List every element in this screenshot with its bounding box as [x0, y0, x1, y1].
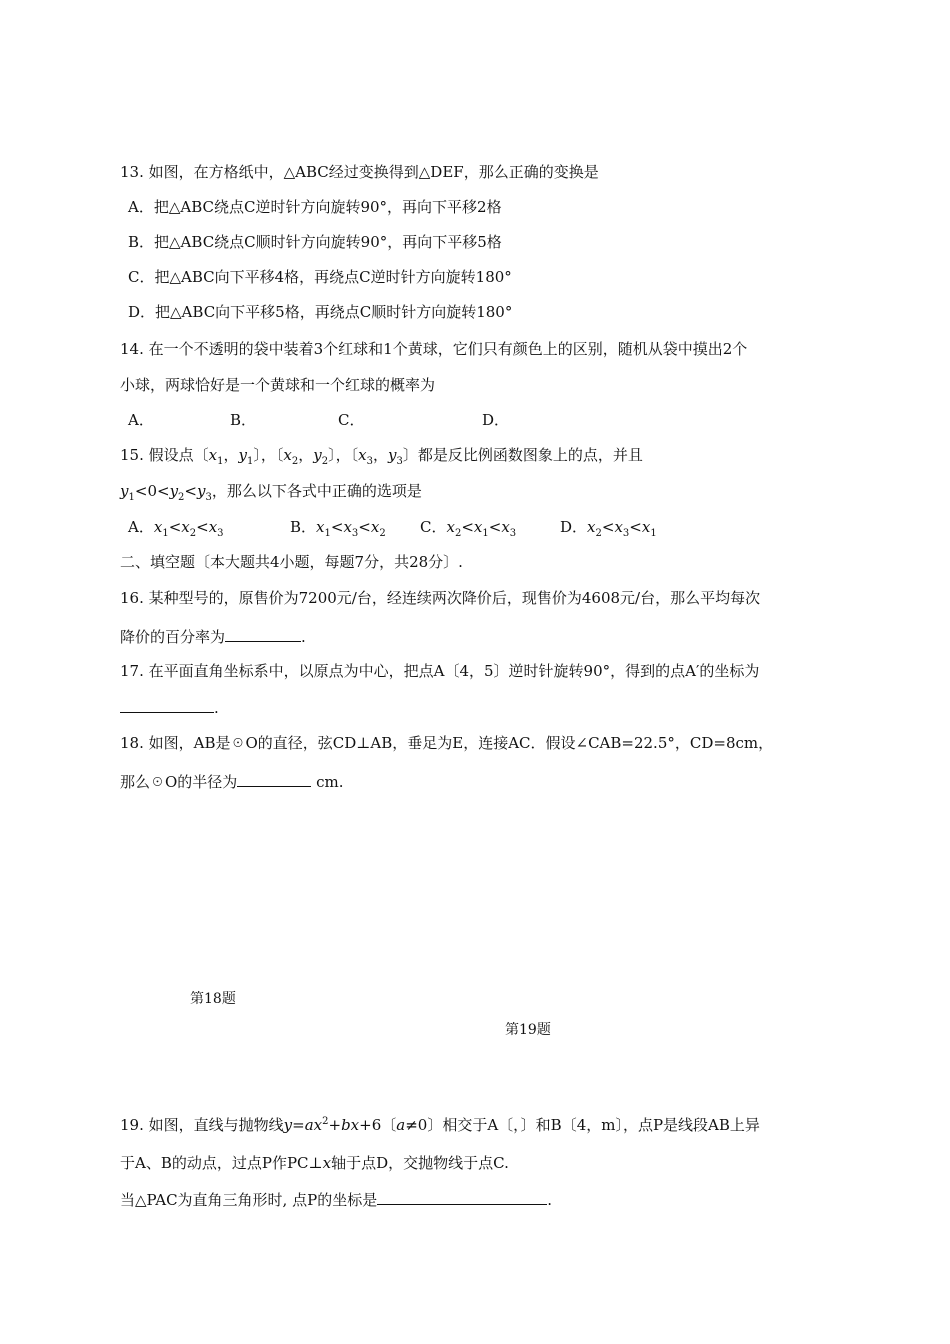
q15-stem-line1: 15. 假设点〔$x_1$，$y_1$〕，〔$x_2$，$y_2$〕，〔$x_3$，$y_3$〕都是反比例函数图象上的点，并且 — [120, 446, 643, 467]
section-heading: 二、填空题〔本大题共4小题，每题7分，共28分〕. — [120, 553, 463, 571]
q15-option-a: A．$x_1<x_2<x_3$ — [128, 518, 224, 539]
q13-stem: 13. 如图，在方格纸中，△ABC经过变换得到△DEF，那么正确的变换是 — [120, 163, 599, 181]
q14-option-a: A． — [128, 411, 154, 429]
q19-stem-line3: 当△PAC为直角三角形时, 点P的坐标是 . — [120, 1188, 552, 1210]
q14-option-d: D． — [482, 411, 510, 429]
q13-option-d: D．把△ABC向下平移5格，再绕点C顺时针方向旋转180° — [128, 303, 513, 321]
q17-answer-blank[interactable] — [120, 696, 214, 713]
q13-option-a: A．把△ABC绕点C逆时针方向旋转90°，再向下平移2格 — [128, 198, 502, 216]
q18-stem-line2: 那么☉O的半径为 cm. — [120, 770, 343, 792]
q16-stem-line1: 16. 某种型号的，原售价为7200元/台，经连续两次降价后，现售价为4608元/台，那么平均每次 — [120, 589, 761, 607]
q15-option-d: D．$x_2<x_3<x_1$ — [560, 518, 657, 539]
q19-stem-line1: 19. 如图，直线与抛物线$y=ax^2+bx+6$〔a≠0〕相交于A〔，〕和B〔4，m〕，点P是线段AB上异 — [120, 1116, 760, 1134]
q19-answer-blank[interactable] — [377, 1188, 547, 1205]
q18-answer-blank[interactable] — [237, 770, 311, 787]
q18-stem-line1: 18. 如图，AB是☉O的直径，弦CD⊥AB，垂足为E，连接AC．假设∠CAB=22.5°，CD=8cm， — [120, 734, 774, 752]
q14-option-c: C． — [338, 411, 365, 429]
q14-stem-line1: 14. 在一个不透明的袋中装着3个红球和1个黄球，它们只有颜色上的区别，随机从袋中摸出2个 — [120, 340, 748, 358]
q13-option-c: C．把△ABC向下平移4格，再绕点C逆时针方向旋转180° — [128, 268, 512, 286]
q13-option-b: B．把△ABC绕点C顺时针方向旋转90°，再向下平移5格 — [128, 233, 502, 251]
q15-option-c: C．$x_2<x_1<x_3$ — [420, 518, 517, 539]
q15-stem-line2: $y_1<0<y_2<y_3$，那么以下各式中正确的选项是 — [120, 482, 422, 503]
q14-stem-line2: 小球，两球恰好是一个黄球和一个红球的概率为 — [120, 376, 436, 394]
figure-18-caption: 第18题 — [190, 991, 236, 1007]
figure-19-caption: 第19题 — [505, 1022, 551, 1038]
q14-option-b: B． — [230, 411, 257, 429]
q16-stem-line2: 降价的百分率为 . — [120, 625, 306, 647]
q17-stem-line2: . — [120, 696, 219, 718]
q19-stem-line2: 于A、B的动点，过点P作PC⊥x轴于点D，交抛物线于点C. — [120, 1154, 509, 1172]
q15-option-b: B．$x_1<x_3<x_2$ — [290, 518, 386, 539]
q17-stem-line1: 17. 在平面直角坐标系中，以原点为中心，把点A〔4，5〕逆时针旋转90°，得到的点A′的坐标为 — [120, 662, 760, 680]
q16-answer-blank[interactable] — [225, 625, 301, 642]
